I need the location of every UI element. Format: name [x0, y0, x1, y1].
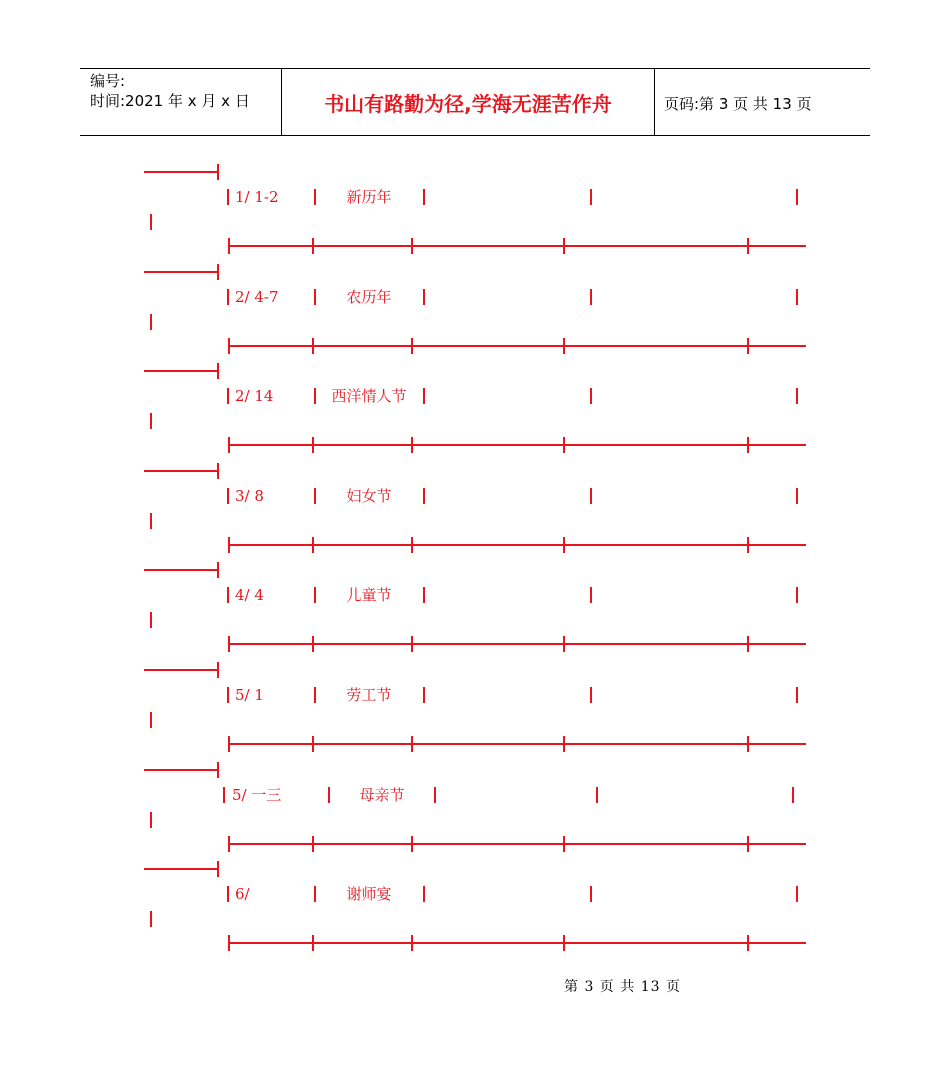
- row-left-marker: [150, 314, 152, 330]
- holiday-name: 母亲节: [359, 786, 405, 804]
- cell-border-right: [796, 189, 798, 205]
- row-left-marker: [150, 812, 152, 828]
- row-top-stub: [144, 171, 219, 173]
- cell-border-4: [590, 289, 592, 305]
- row-baseline-tick: [563, 437, 565, 453]
- row-baseline-tick: [411, 238, 413, 254]
- row-baseline-tick: [411, 935, 413, 951]
- row-baseline-tick: [312, 736, 314, 752]
- row-baseline-tick: [563, 338, 565, 354]
- cell-border-left: [227, 886, 229, 902]
- row-baseline-tick: [312, 238, 314, 254]
- cell-border-right: [796, 488, 798, 504]
- row-baseline-tick: [411, 636, 413, 652]
- row-baseline-tick: [312, 437, 314, 453]
- row-baseline: [228, 345, 806, 347]
- header-top-rule: [80, 68, 870, 69]
- holiday-date: 3/ 8: [235, 487, 264, 505]
- row-baseline-tick: [228, 537, 230, 553]
- row-top-stub-tick: [217, 363, 219, 379]
- row-baseline-tick: [747, 836, 749, 852]
- holiday-name: 西洋情人节: [331, 387, 407, 405]
- cell-border-right: [796, 886, 798, 902]
- row-baseline: [228, 843, 806, 845]
- cell-border-3: [434, 787, 436, 803]
- row-top-stub-tick: [217, 463, 219, 479]
- row-baseline-tick: [563, 736, 565, 752]
- row-top-stub: [144, 769, 219, 771]
- holiday-name: 劳工节: [346, 686, 392, 704]
- row-baseline-tick: [312, 537, 314, 553]
- row-baseline: [228, 743, 806, 745]
- holiday-name: 新历年: [346, 188, 392, 206]
- row-baseline-tick: [747, 338, 749, 354]
- row-baseline-tick: [228, 338, 230, 354]
- row-baseline: [228, 544, 806, 546]
- holiday-date: 1/ 1-2: [235, 188, 279, 206]
- row-baseline-tick: [228, 437, 230, 453]
- header-page-info: 页码:第 3 页 共 13 页: [664, 95, 812, 113]
- cell-border-left: [223, 787, 225, 803]
- row-baseline-tick: [563, 238, 565, 254]
- holiday-name: 妇女节: [346, 487, 392, 505]
- holiday-date: 2/ 4-7: [235, 288, 279, 306]
- row-baseline: [228, 643, 806, 645]
- row-top-stub-tick: [217, 762, 219, 778]
- row-top-stub-tick: [217, 264, 219, 280]
- row-baseline-tick: [411, 537, 413, 553]
- row-left-marker: [150, 413, 152, 429]
- cell-border-right: [796, 289, 798, 305]
- row-baseline-tick: [563, 636, 565, 652]
- row-baseline: [228, 942, 806, 944]
- row-baseline-tick: [228, 636, 230, 652]
- row-baseline-tick: [411, 437, 413, 453]
- row-baseline-tick: [411, 338, 413, 354]
- row-top-stub: [144, 569, 219, 571]
- row-top-stub-tick: [217, 861, 219, 877]
- row-baseline-tick: [312, 836, 314, 852]
- row-baseline-tick: [228, 935, 230, 951]
- cell-border-left: [227, 687, 229, 703]
- row-left-marker: [150, 513, 152, 529]
- row-baseline-tick: [563, 935, 565, 951]
- holiday-name: 谢师宴: [346, 885, 392, 903]
- row-baseline-tick: [228, 238, 230, 254]
- cell-border-right: [792, 787, 794, 803]
- row-top-stub-tick: [217, 562, 219, 578]
- row-baseline-tick: [747, 736, 749, 752]
- holiday-date: 2/ 14: [235, 387, 274, 405]
- holiday-date: 5/ 一三: [232, 786, 282, 804]
- header-motto: 书山有路勤为径,学海无涯苦作舟: [324, 92, 612, 116]
- row-baseline-tick: [411, 736, 413, 752]
- document-number-label: 编号:: [90, 72, 126, 90]
- cell-border-4: [590, 189, 592, 205]
- header-divider-right: [654, 68, 655, 136]
- cell-border-left: [227, 289, 229, 305]
- row-baseline: [228, 245, 806, 247]
- cell-border-left: [227, 388, 229, 404]
- row-baseline-tick: [312, 338, 314, 354]
- row-baseline-tick: [747, 935, 749, 951]
- document-date: 时间:2021 年 x 月 x 日: [90, 92, 250, 110]
- row-baseline-tick: [228, 836, 230, 852]
- cell-border-4: [590, 587, 592, 603]
- holiday-date: 4/ 4: [235, 586, 264, 604]
- cell-border-left: [227, 189, 229, 205]
- row-baseline-tick: [312, 935, 314, 951]
- cell-border-4: [590, 687, 592, 703]
- row-baseline-tick: [228, 736, 230, 752]
- holiday-name: 儿童节: [346, 586, 392, 604]
- row-left-marker: [150, 612, 152, 628]
- row-baseline-tick: [563, 836, 565, 852]
- row-top-stub-tick: [217, 164, 219, 180]
- row-baseline: [228, 444, 806, 446]
- page-footer: 第 3 页 共 13 页: [564, 979, 681, 995]
- cell-border-left: [227, 587, 229, 603]
- row-top-stub: [144, 868, 219, 870]
- cell-border-right: [796, 587, 798, 603]
- row-baseline-tick: [411, 836, 413, 852]
- cell-border-right: [796, 388, 798, 404]
- row-baseline-tick: [747, 437, 749, 453]
- row-baseline-tick: [312, 636, 314, 652]
- cell-border-4: [596, 787, 598, 803]
- row-left-marker: [150, 712, 152, 728]
- row-baseline-tick: [747, 636, 749, 652]
- cell-border-4: [590, 886, 592, 902]
- cell-border-right: [796, 687, 798, 703]
- holiday-date: 5/ 1: [235, 686, 264, 704]
- row-top-stub: [144, 470, 219, 472]
- row-left-marker: [150, 214, 152, 230]
- row-top-stub-tick: [217, 662, 219, 678]
- row-baseline-tick: [747, 537, 749, 553]
- row-top-stub: [144, 669, 219, 671]
- row-baseline-tick: [747, 238, 749, 254]
- cell-border-4: [590, 388, 592, 404]
- row-top-stub: [144, 271, 219, 273]
- row-baseline-tick: [563, 537, 565, 553]
- header-bottom-rule: [80, 135, 870, 136]
- cell-border-4: [590, 488, 592, 504]
- row-top-stub: [144, 370, 219, 372]
- holiday-date: 6/: [235, 885, 250, 903]
- holiday-name: 农历年: [346, 288, 392, 306]
- cell-border-left: [227, 488, 229, 504]
- row-left-marker: [150, 911, 152, 927]
